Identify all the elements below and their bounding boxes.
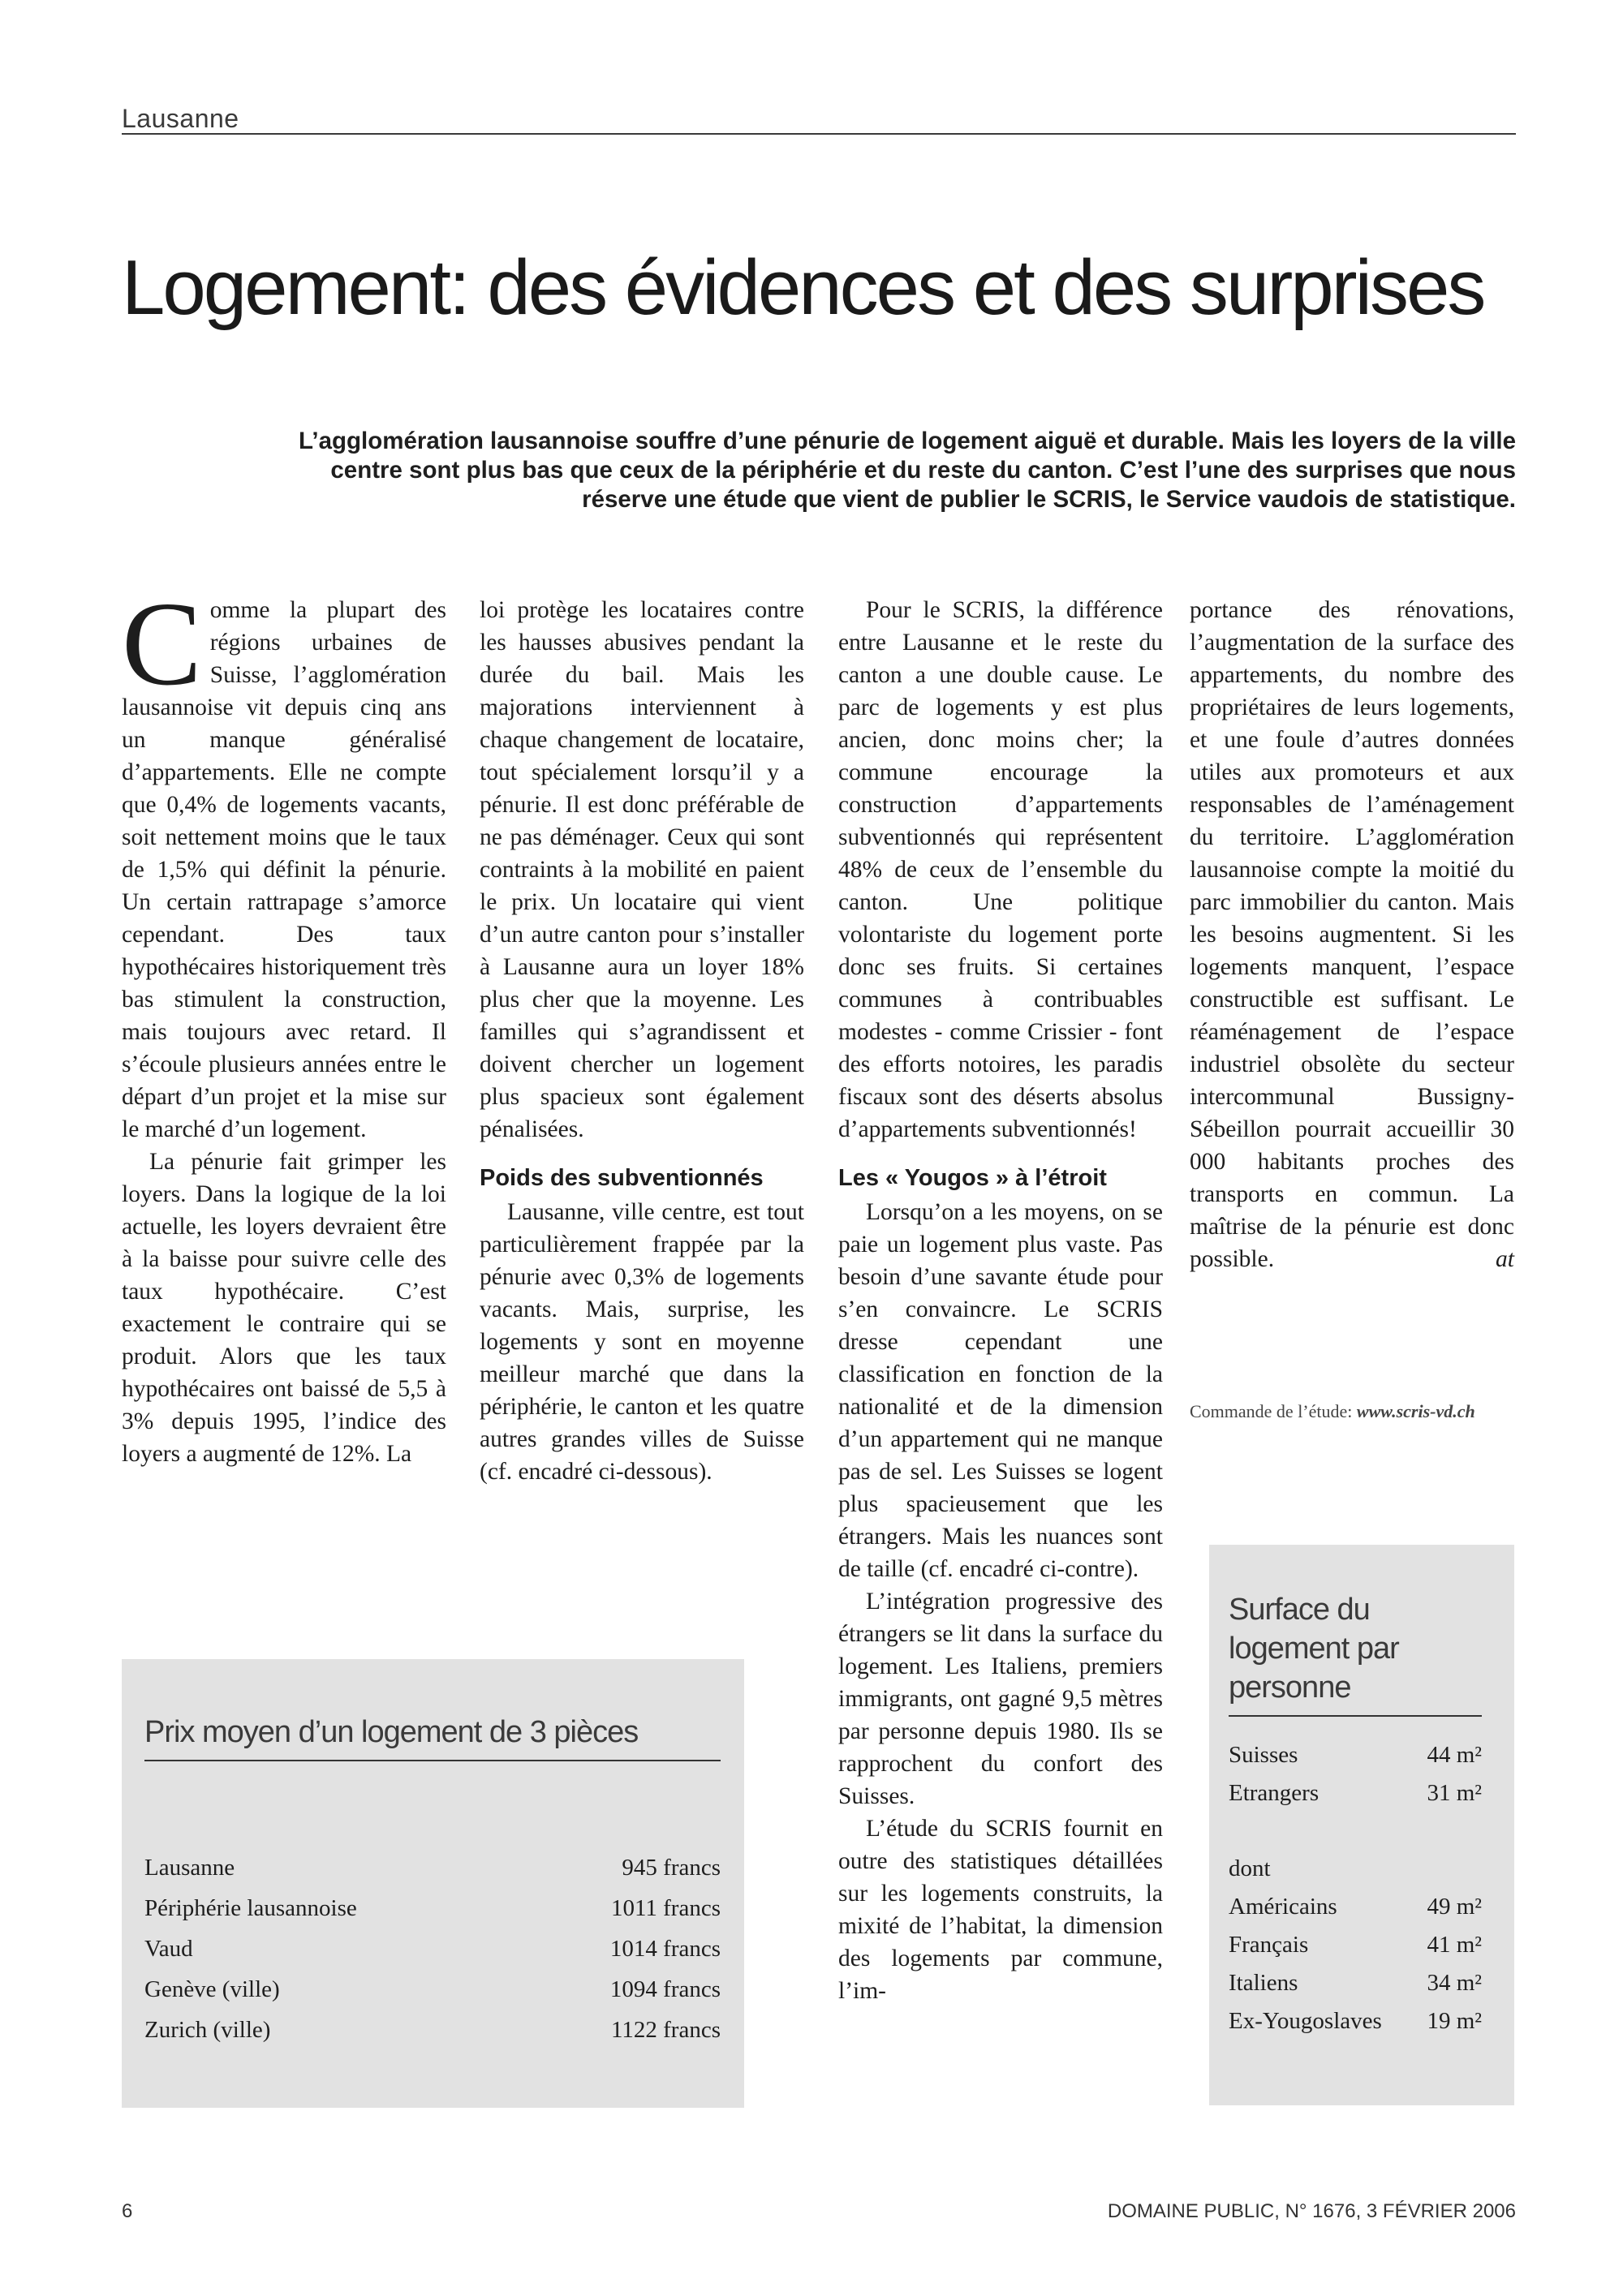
paragraph: Lorsqu’on a les moyens, on se paie un logement plus vaste. Pas besoin d’une savante étude pour s’en convaincre. Le SCRIS dresse cependant une classification en fonction de la nationalité et de la dimension d’un appartement qui ne manque pas de sel. Les Suisses se logent plus spacieusement que les étrangers. Mais les nuances sont de taille (cf. encadré ci-contre). (838, 1199, 1163, 1582)
text-column-1 (122, 578, 446, 1470)
table-row (1229, 1964, 1482, 2002)
place-cell: Vaud (144, 1935, 193, 1962)
order-label: Commande de l’étude: (1190, 1401, 1357, 1421)
page-number: 6 (122, 2200, 133, 2222)
group-cell: Suisses (1229, 1742, 1298, 1768)
price-cell: 1014 francs (609, 1935, 721, 1962)
place-cell: Lausanne (144, 1854, 235, 1881)
price-cell: 1094 francs (609, 1976, 721, 2002)
surface-table (1229, 1736, 1482, 2040)
value-cell: 31 m² (1427, 1780, 1482, 1806)
text-column-4 (1190, 594, 1514, 1275)
table-row (144, 2010, 721, 2050)
price-cell: 945 francs (622, 1854, 721, 1881)
table-row (1229, 1926, 1482, 1964)
group-cell: Italiens (1229, 1970, 1298, 1996)
table-row (144, 1928, 721, 1969)
table-row (1229, 1736, 1482, 1774)
paragraph: Comme la plupart des régions urbaines de Suisse, l’agglomération lausannoise vit depuis cinq ans un manque généralisé d’appartements. Elle ne compte que 0,4% de logements vacants, soit nettement moins que le taux de 1,5% qui définit la pénurie. Un certain rattrapage s’amorce cependant. Des taux hypothécaires historiquement très bas stimulent la construction, mais toujours avec retard. Il s’écoule plusieurs années entre le départ d’un projet et la mise sur le marché d’un logement. (122, 578, 446, 1142)
table-subheading-row (1229, 1850, 1482, 1888)
surface-box-title: Surface du logement par personne (1229, 1590, 1482, 1717)
paragraph: Pour le SCRIS, la différence entre Lausanne et le reste du canton a une double cause. Le parc de logements y est plus ancien, donc moins cher; la commune encourage la construction d’appartements subventionnés qui représentent 48% de ceux de l’ensemble du canton. Une politique volontariste du logement porte donc ses fruits. Si certaines communes à contribuables modestes - comme Crissier - font des efforts notoires, les paradis fiscaux sont des déserts absolus d’appartements subventionnés! (838, 597, 1163, 1142)
table-row (144, 1888, 721, 1928)
table-spacer (1229, 1812, 1482, 1850)
price-box (122, 1659, 744, 2108)
section-label: Lausanne (122, 104, 239, 133)
subheading-yougos: Les « Yougos » à l’étroit (838, 1165, 1107, 1191)
paragraph: loi protège les locataires contre les hausses abusives pendant la durée du bail. Mais les majorations interviennent à chaque changement de locataire, tout spécialement lorsqu’il y a pénurie. Il est donc préférable de ne pas déménager. Ceux qui sont contraints à la mobilité en paient le prix. Un locataire qui vient d’un autre canton pour s’installer à Lausanne aura un loyer 18% plus cher que la moyenne. Les familles qui s’agrandissent et doivent chercher un logement plus spacieux sont également pénalisées. (480, 597, 804, 1142)
order-link[interactable]: www.scris-vd.ch (1356, 1401, 1475, 1421)
header-rule (122, 133, 1516, 135)
surface-box (1209, 1545, 1514, 2105)
price-cell: 1011 francs (610, 1894, 721, 1921)
author-signature: at (1496, 1246, 1514, 1272)
subheading-cell: dont (1229, 1855, 1271, 1881)
paragraph: La pénurie fait grimper les loyers. Dans la logique de la loi actuelle, les loyers devraient être à la baisse pour suivre celle des taux hypothécaire. C’est exactement le contraire qui se produit. Alors que les taux hypothécaires ont baissé de 5,5 à 3% depuis 1995, l’indice des loyers a augmenté de 12%. La (122, 1149, 446, 1467)
value-cell: 19 m² (1427, 2008, 1482, 2034)
group-cell: Américains (1229, 1894, 1337, 1920)
table-row (144, 1969, 721, 2010)
paragraph: L’étude du SCRIS fournit en outre des statistiques détaillées sur les logements construits, la mixité de l’habitat, la dimension des logements par commune, l’im- (838, 1816, 1163, 2004)
place-cell: Zurich (ville) (144, 2016, 271, 2043)
table-row (144, 1847, 721, 1888)
paragraph: Lausanne, ville centre, est tout particulièrement frappée par la pénurie avec 0,3% de logements vacants. Mais, surprise, les logements y sont en moyenne meilleur marché que dans la périphérie, le canton et les quatre autres grandes villes de Suisse (cf. encadré ci-dessous). (480, 1199, 804, 1485)
price-box-title: Prix moyen d’un logement de 3 pièces (144, 1713, 721, 1761)
value-cell: 49 m² (1427, 1894, 1482, 1920)
price-table (144, 1847, 721, 2050)
place-cell: Genève (ville) (144, 1976, 280, 2002)
table-row (1229, 1774, 1482, 1812)
paragraph: portance des rénovations, l’augmentation de la surface des appartements, du nombre des propriétaires de leurs logements, et une foule d’autres données utiles aux promoteurs et aux responsables de l’aménagement du territoire. L’agglomération lausannoise compte la moitié du parc immobilier du canton. Mais les besoins augmentent. Si les logements manquent, l’espace constructible est suffisant. Le réaménagement de l’espace industriel obsolète du secteur intercommunal Bussigny-Sébeillon pourrait accueillir 30 000 habitants proches des transports en commun. La maîtrise de la pénurie est donc possible. at (1190, 594, 1514, 1275)
value-cell: 44 m² (1427, 1742, 1482, 1768)
value-cell: 41 m² (1427, 1932, 1482, 1958)
group-cell: Ex-Yougoslaves (1229, 2008, 1382, 2034)
group-cell: Etrangers (1229, 1780, 1319, 1806)
group-cell: Français (1229, 1932, 1309, 1958)
article-lead: L’agglomération lausannoise souffre d’une pénurie de logement aiguë et durable. Mais les loyers de la ville centre sont plus bas que ceux de la périphérie et du reste du canton. C’est l’une des surprises que nous réserve une étude que vient de publier le SCRIS, le Service vaudois de statistique. (299, 428, 1516, 513)
article-title: Logement: des évidences et des surprises (122, 244, 1484, 331)
publication-reference: DOMAINE PUBLIC, N° 1676, 3 FÉVRIER 2006 (1107, 2200, 1516, 2222)
subheading-subsidies: Poids des subventionnés (480, 1165, 764, 1191)
text-column-3 (838, 594, 1163, 2007)
table-row (1229, 1888, 1482, 1926)
paragraph: L’intégration progressive des étrangers se lit dans la surface du logement. Les Italiens, premiers immigrants, ont gagné 9,5 mètres par personne depuis 1980. Ils se rapprochent du confort des Suisses. (838, 1589, 1163, 1809)
price-cell: 1122 francs (610, 2016, 721, 2043)
text-column-2 (480, 594, 804, 1488)
drop-cap: C (122, 578, 202, 711)
order-note (1190, 1401, 1475, 1422)
table-row (1229, 2002, 1482, 2040)
value-cell: 34 m² (1427, 1970, 1482, 1996)
place-cell: Périphérie lausannoise (144, 1894, 357, 1921)
